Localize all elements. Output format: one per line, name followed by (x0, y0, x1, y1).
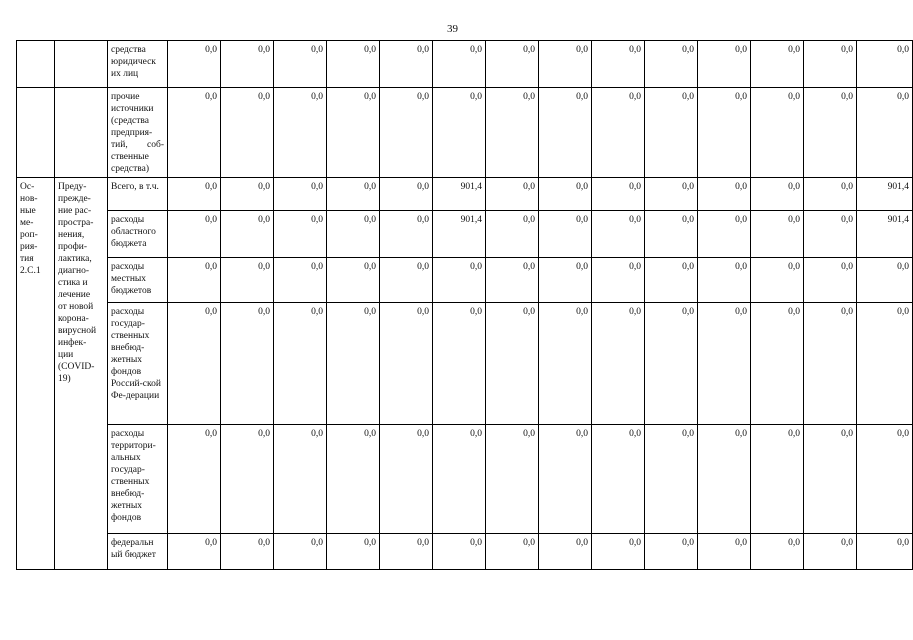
value-cell: 0,0 (380, 425, 433, 534)
value-cell: 0,0 (327, 41, 380, 88)
empty-cell (17, 41, 55, 88)
value-cell: 0,0 (274, 41, 327, 88)
value-cell: 0,0 (274, 88, 327, 178)
value-cell: 0,0 (380, 258, 433, 303)
value-cell: 0,0 (592, 534, 645, 570)
value-cell: 0,0 (804, 258, 857, 303)
value-cell: 0,0 (592, 88, 645, 178)
value-cell: 0,0 (327, 303, 380, 425)
value-cell: 0,0 (539, 211, 592, 258)
empty-cell (55, 88, 108, 178)
table-row (17, 425, 913, 534)
value-cell: 0,0 (380, 303, 433, 425)
value-cell: 901,4 (857, 178, 913, 211)
value-cell: 0,0 (221, 211, 274, 258)
value-cell: 0,0 (857, 88, 913, 178)
value-cell: 0,0 (645, 303, 698, 425)
value-cell: 0,0 (433, 258, 486, 303)
value-cell: 0,0 (327, 534, 380, 570)
value-cell: 0,0 (433, 425, 486, 534)
value-cell: 0,0 (327, 88, 380, 178)
value-cell: 0,0 (645, 41, 698, 88)
value-cell: 0,0 (433, 534, 486, 570)
value-cell: 901,4 (857, 211, 913, 258)
table-row (17, 178, 913, 211)
value-cell: 0,0 (168, 534, 221, 570)
value-cell: 0,0 (433, 88, 486, 178)
empty-cell (17, 88, 55, 178)
value-cell: 0,0 (804, 425, 857, 534)
value-cell: 0,0 (221, 258, 274, 303)
value-cell: 0,0 (857, 41, 913, 88)
value-cell: 0,0 (857, 303, 913, 425)
value-cell: 0,0 (380, 41, 433, 88)
value-cell: 901,4 (433, 178, 486, 211)
value-cell: 0,0 (486, 534, 539, 570)
funding-source-cell: расходы территори-альных государ-ственных внебюд-жетных фондов (108, 425, 168, 534)
value-cell: 901,4 (433, 211, 486, 258)
measure-code-cell: Ос- нов- ные ме- роп- рия- тия 2.С.1 (17, 178, 55, 570)
value-cell: 0,0 (274, 258, 327, 303)
value-cell: 0,0 (751, 88, 804, 178)
funding-source-cell: федеральн ый бюджет (108, 534, 168, 570)
measure-name-cell: Преду- прежде- ние рас- простра- нения, профи- лактика, диагно- стика и лечение от новой корона- вирусной инфек- ции (COVID- 19) (55, 178, 108, 570)
value-cell: 0,0 (698, 211, 751, 258)
value-cell: 0,0 (751, 41, 804, 88)
value-cell: 0,0 (698, 534, 751, 570)
value-cell: 0,0 (592, 425, 645, 534)
value-cell: 0,0 (433, 41, 486, 88)
value-cell: 0,0 (221, 303, 274, 425)
value-cell: 0,0 (698, 88, 751, 178)
funding-source-cell: расходы государ-ственных внебюд-жетных фондов Россий-ской Фе-дерации (108, 303, 168, 425)
value-cell: 0,0 (539, 41, 592, 88)
funding-source-cell: Всего, в т.ч. (108, 178, 168, 211)
value-cell: 0,0 (645, 425, 698, 534)
value-cell: 0,0 (804, 88, 857, 178)
value-cell: 0,0 (168, 41, 221, 88)
value-cell: 0,0 (274, 425, 327, 534)
value-cell: 0,0 (645, 88, 698, 178)
value-cell: 0,0 (486, 88, 539, 178)
table-row (17, 41, 913, 88)
value-cell: 0,0 (751, 258, 804, 303)
value-cell: 0,0 (645, 534, 698, 570)
value-cell: 0,0 (486, 303, 539, 425)
value-cell: 0,0 (221, 425, 274, 534)
value-cell: 0,0 (168, 425, 221, 534)
value-cell: 0,0 (221, 88, 274, 178)
value-cell: 0,0 (221, 534, 274, 570)
value-cell: 0,0 (274, 178, 327, 211)
value-cell: 0,0 (698, 41, 751, 88)
value-cell: 0,0 (698, 258, 751, 303)
value-cell: 0,0 (857, 534, 913, 570)
value-cell: 0,0 (698, 303, 751, 425)
value-cell: 0,0 (592, 211, 645, 258)
value-cell: 0,0 (645, 258, 698, 303)
value-cell: 0,0 (486, 258, 539, 303)
value-cell: 0,0 (804, 178, 857, 211)
value-cell: 0,0 (645, 211, 698, 258)
budget-table (16, 40, 913, 570)
value-cell: 0,0 (433, 303, 486, 425)
value-cell: 0,0 (274, 211, 327, 258)
value-cell: 0,0 (168, 303, 221, 425)
table-row (17, 258, 913, 303)
value-cell: 0,0 (539, 178, 592, 211)
value-cell: 0,0 (327, 211, 380, 258)
table-row (17, 534, 913, 570)
value-cell: 0,0 (486, 41, 539, 88)
value-cell: 0,0 (168, 88, 221, 178)
value-cell: 0,0 (168, 258, 221, 303)
empty-cell (55, 41, 108, 88)
value-cell: 0,0 (168, 211, 221, 258)
value-cell: 0,0 (804, 211, 857, 258)
value-cell: 0,0 (698, 425, 751, 534)
value-cell: 0,0 (645, 178, 698, 211)
value-cell: 0,0 (539, 534, 592, 570)
value-cell: 0,0 (592, 41, 645, 88)
value-cell: 0,0 (539, 425, 592, 534)
value-cell: 0,0 (327, 178, 380, 211)
page-number: 39 (447, 23, 458, 35)
value-cell: 0,0 (539, 303, 592, 425)
value-cell: 0,0 (327, 425, 380, 534)
value-cell: 0,0 (857, 258, 913, 303)
value-cell: 0,0 (751, 303, 804, 425)
value-cell: 0,0 (380, 178, 433, 211)
value-cell: 0,0 (486, 425, 539, 534)
value-cell: 0,0 (380, 534, 433, 570)
funding-source-cell: расходы областного бюджета (108, 211, 168, 258)
value-cell: 0,0 (751, 211, 804, 258)
value-cell: 0,0 (486, 178, 539, 211)
table-row (17, 88, 913, 178)
table-row (17, 303, 913, 425)
value-cell: 0,0 (327, 258, 380, 303)
value-cell: 0,0 (804, 41, 857, 88)
value-cell: 0,0 (274, 534, 327, 570)
value-cell: 0,0 (380, 211, 433, 258)
value-cell: 0,0 (274, 303, 327, 425)
value-cell: 0,0 (539, 88, 592, 178)
value-cell: 0,0 (168, 178, 221, 211)
value-cell: 0,0 (857, 425, 913, 534)
value-cell: 0,0 (751, 534, 804, 570)
value-cell: 0,0 (592, 303, 645, 425)
value-cell: 0,0 (751, 425, 804, 534)
value-cell: 0,0 (221, 178, 274, 211)
value-cell: 0,0 (380, 88, 433, 178)
value-cell: 0,0 (539, 258, 592, 303)
value-cell: 0,0 (221, 41, 274, 88)
funding-source-cell: средства юридическ их лиц (108, 41, 168, 88)
value-cell: 0,0 (698, 178, 751, 211)
value-cell: 0,0 (592, 258, 645, 303)
funding-source-cell: расходы местных бюджетов (108, 258, 168, 303)
value-cell: 0,0 (804, 303, 857, 425)
table-row (17, 211, 913, 258)
value-cell: 0,0 (486, 211, 539, 258)
value-cell: 0,0 (751, 178, 804, 211)
value-cell: 0,0 (804, 534, 857, 570)
value-cell: 0,0 (592, 178, 645, 211)
funding-source-cell: прочие источники (средства предприя-тий, соб-ственные средства) (108, 88, 168, 178)
